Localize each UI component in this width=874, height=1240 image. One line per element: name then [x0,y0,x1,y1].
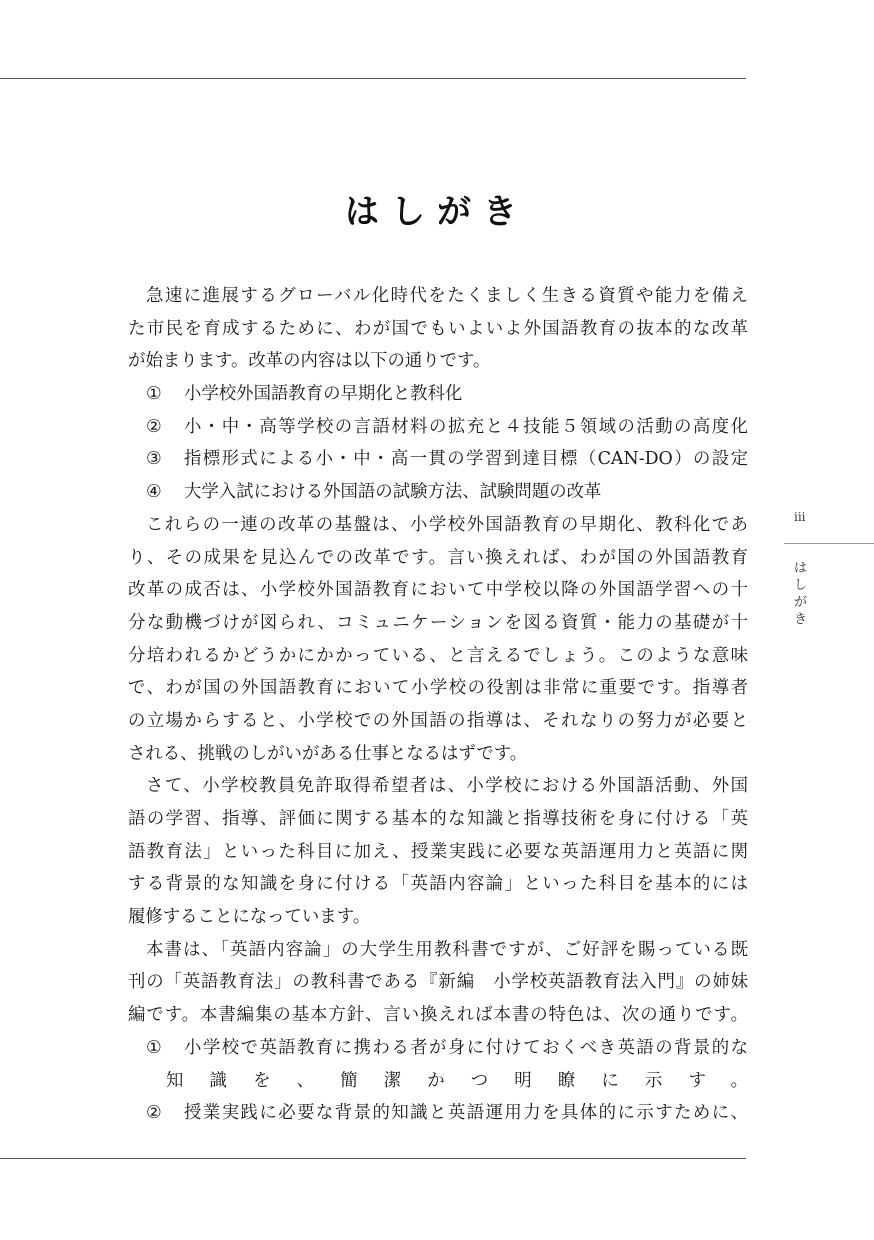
list-text: 小学校外国語教育の早期化と教科化 [184,384,463,405]
list-number: ③ [146,449,162,470]
page-title: はしがき [345,192,529,232]
list-text: 小・中・高等学校の言語材料の拡充と４技能５領域の活動の高度化 [184,416,748,437]
paragraph-line: 分な動機づけが図られ、コミュニケーションを図る資質・能力の基礎が十 [128,612,748,633]
list-item [128,1097,748,1130]
list-text: 大学入試における外国語の試験方法、試験問題の改革 [184,482,602,503]
paragraph-line: される、挑戦のしがいがある仕事となるはずです。 [128,743,528,764]
paragraph-line: の立場からすると、小学校での外国語の指導は、それなりの努力が必要と [128,710,748,731]
paragraph-line: 分培われるかどうかにかかっている、と言えるでしょう。このような意味 [128,645,748,666]
paragraph-line: する背景的な知識を身に付ける「英語内容論」といった科目を基本的には [128,874,748,895]
paragraph-line: 改革の成否は、小学校外国語教育において中学校以降の外国語学習への十 [128,580,748,601]
paragraph-line: 刊の「英語教育法」の教科書である『新編 小学校英語教育法入門』の姉妹 [128,972,748,993]
paragraph-line: で、わが国の外国語教育において小学校の役割は非常に重要です。指導者 [128,678,748,699]
bottom-rule [0,1158,746,1159]
list-item [128,411,748,444]
list-number: ① [146,384,162,405]
paragraph-line: 語教育法」といった科目に加え、授業実践に必要な英語運用力と英語に関 [128,841,748,862]
list-number: ② [146,416,162,437]
paragraph-line: が始まります。改革の内容は以下の通りです。 [128,351,491,372]
list-number: ④ [146,482,162,503]
list-text: 小学校で英語教育に携わる者が身に付けておくべき英語の背景的な [184,1037,748,1058]
paragraph-line: 語の学習、指導、評価に関する基本的な知識と指導技術を身に付ける「英 [128,809,748,829]
paragraph-line: これらの一連の改革の基盤は、小学校外国語教育の早期化、教科化であ [146,514,748,535]
list-item [128,443,748,476]
paragraph-line: 急速に進展するグローバル化時代をたくましく生きる資質や能力を備え [146,286,748,306]
side-rule [784,543,874,544]
paragraph-line: さて、小学校教員免許取得希望者は、小学校における外国語活動、外国 [146,776,748,797]
top-rule [0,78,746,79]
list-text: 指標形式による小・中・高一貫の学習到達目標（CAN-DO）の設定 [184,449,748,470]
list-number: ② [146,1103,162,1124]
paragraph-line: 編です。本書編集の基本方針、言い換えれば本書の特色は、次の通りです。 [128,1005,748,1026]
paragraph-line: た市民を育成するために、わが国でもいよいよ外国語教育の抜本的な改革 [128,318,748,339]
running-section-title: はしがき [794,561,808,627]
list-text: 知識を、簡潔かつ明瞭に示す。 [166,1070,748,1091]
paragraph-line: 履修することになっています。 [128,907,371,928]
paragraph-line: り、その成果を見込んでの改革です。言い換えれば、わが国の外国語教育 [128,547,748,568]
list-item [128,378,748,411]
list-item-continuation [128,1065,748,1098]
body-text [128,280,748,1130]
paragraph-line: 本書は、「英語内容論」の大学生用教科書ですが、ご好評を賜っている既 [146,939,748,960]
list-number: ① [146,1037,162,1058]
page-number: iii [794,510,806,524]
list-item [128,476,748,509]
list-text: 授業実践に必要な背景的知識と英語運用力を具体的に示すために、 [184,1103,748,1124]
list-item [128,1032,748,1065]
